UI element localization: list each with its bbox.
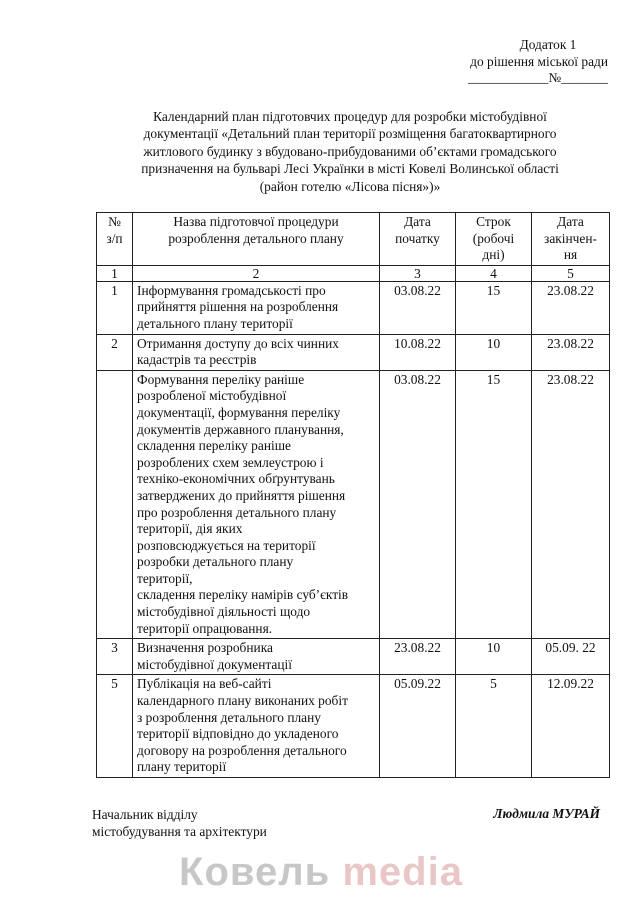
start-date: 05.09.22 xyxy=(380,675,456,778)
header-start-date: Дата початку xyxy=(380,213,456,266)
header-name: Назва підготовчої процедури розроблення детального плану xyxy=(133,213,380,266)
term-days: 10 xyxy=(456,334,532,370)
row-number: 5 xyxy=(97,675,133,778)
row-number: 3 xyxy=(97,639,133,675)
table-row xyxy=(97,370,610,639)
procedure-name: Формування переліку раніше розробленої містобудівної документації, формування переліку документів державного планування, складення переліку раніше розроблених схем землеустрою і техніко-економічних обґрунтувань затверджених до прийняття рішення про розроблення детального плану території, дія яких розповсюджується на території розробки детального плану території, складення переліку намірів суб’єктів містобудівної діяльності щодо території опрацювання. xyxy=(133,370,380,639)
column-number: 4 xyxy=(456,265,532,281)
document-title xyxy=(92,108,608,195)
term-days: 15 xyxy=(456,281,532,334)
appendix-label: Додаток 1 xyxy=(519,37,577,52)
procedure-name: Публікація на веб-сайті календарного плану виконаних робіт з розроблення детального плану території відповідно до укладеного договору на розроблення детального плану території xyxy=(133,675,380,778)
appendix-reference: до рішення міської ради xyxy=(470,53,608,69)
start-date: 10.08.22 xyxy=(380,334,456,370)
procedures-table xyxy=(96,212,610,778)
title-line: документації «Детальний план території розміщення багатоквартирного xyxy=(143,126,557,142)
position-line: Начальник відділу xyxy=(92,807,198,822)
header-end-date: Дата закінчен- ня xyxy=(532,213,610,266)
title-line: призначення на бульварі Лесі Українки в місті Ковелі Волинської області xyxy=(141,161,559,177)
watermark-part: Ковель xyxy=(179,850,331,894)
table-row xyxy=(97,675,610,778)
column-number: 3 xyxy=(380,265,456,281)
signature-position xyxy=(92,806,267,840)
title-line: Календарний план підготовчих процедур для розробки містобудівної xyxy=(153,109,547,124)
header-term: Строк (робочі дні) xyxy=(456,213,532,266)
table-header-row xyxy=(97,213,610,266)
table-row xyxy=(97,334,610,370)
end-date: 05.09. 22 xyxy=(532,639,610,675)
watermark-logo xyxy=(166,850,476,894)
signature-name: Людмила МУРАЙ xyxy=(493,806,600,821)
watermark-part: media xyxy=(342,850,463,894)
position-line: містобудування та архітектури xyxy=(92,824,267,839)
header-num: № з/п xyxy=(97,213,133,266)
term-days: 15 xyxy=(456,370,532,639)
start-date: 03.08.22 xyxy=(380,370,456,639)
end-date: 23.08.22 xyxy=(532,281,610,334)
end-date: 23.08.22 xyxy=(532,370,610,639)
procedure-name: Інформування громадськості про прийняття рішення на розроблення детального плану території xyxy=(133,281,380,334)
term-days: 10 xyxy=(456,639,532,675)
row-number: 2 xyxy=(97,334,133,370)
column-number: 5 xyxy=(532,265,610,281)
procedure-name: Отримання доступу до всіх чинних кадастрів та реєстрів xyxy=(133,334,380,370)
title-line: (район готелю «Лісова пісня»)» xyxy=(259,178,441,194)
procedure-name: Визначення розробника містобудівної документації xyxy=(133,639,380,675)
column-number: 1 xyxy=(97,265,133,281)
column-numbers-row xyxy=(97,265,610,281)
column-number: 2 xyxy=(133,265,380,281)
row-number xyxy=(97,370,133,639)
end-date: 12.09.22 xyxy=(532,675,610,778)
end-date: 23.08.22 xyxy=(532,334,610,370)
appendix-number-line: ____________№_______ xyxy=(468,70,608,86)
table-row xyxy=(97,281,610,334)
term-days: 5 xyxy=(456,675,532,778)
start-date: 03.08.22 xyxy=(380,281,456,334)
appendix-block xyxy=(448,37,608,87)
table-row xyxy=(97,639,610,675)
row-number: 1 xyxy=(97,281,133,334)
start-date: 23.08.22 xyxy=(380,639,456,675)
title-line: житлового будинку з вбудовано-прибудованими об’єктами громадського xyxy=(143,143,557,159)
